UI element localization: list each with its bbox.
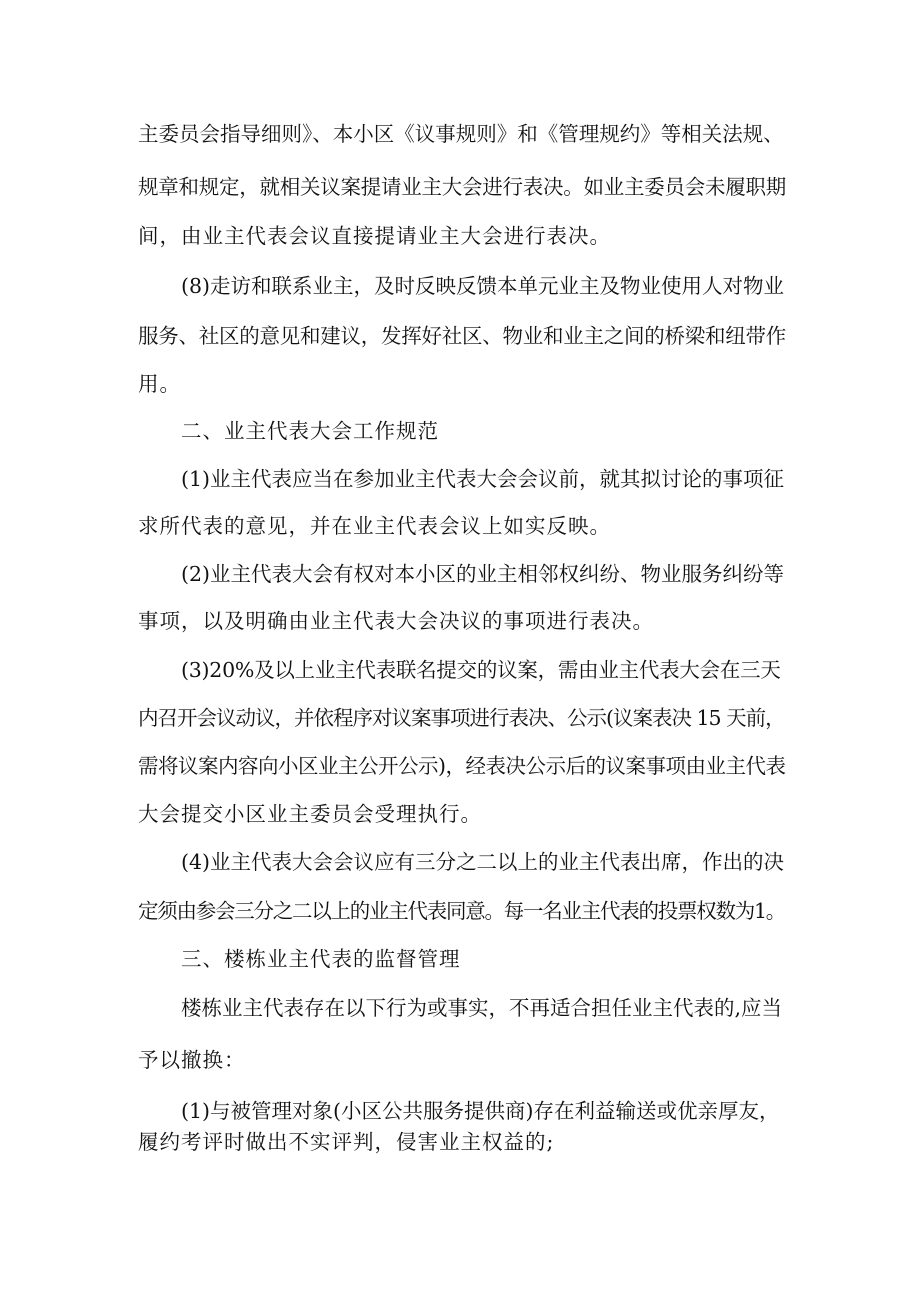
section2-item-4-line: 定须由参会三分之二以上的业主代表同意。每一名业主代表的投票权数为1。 — [138, 899, 786, 923]
paragraph-line: 规章和规定，就相关议案提请业主大会进行表决。如业主委员会未履职期 — [138, 175, 786, 199]
section-heading-2: 二、业主代表大会工作规范 — [181, 419, 439, 443]
section2-item-2-line: (2)业主代表大会有权对本小区的业主相邻权纠纷、物业服务纠纷等 — [181, 562, 785, 586]
section3-intro-line: 予以撤换： — [138, 1048, 246, 1072]
paragraph-line: 间，由业主代表会议直接提请业主大会进行表决。 — [138, 224, 611, 248]
section2-item-1-line: (1)业主代表应当在参加业主代表大会会议前，就其拟讨论的事项征 — [181, 467, 785, 491]
section2-item-3-line: 需将议案内容向小区业主公开公示)，经表决公示后的议案事项由业主代表 — [138, 754, 786, 778]
list-item-8-line: 服务、社区的意见和建议，发挥好社区、物业和业主之间的桥梁和纽带作 — [138, 324, 786, 348]
section2-item-3-line: 内召开会议动议，并依程序对议案事项进行表决、公示(议案表决 15 天前， — [138, 706, 785, 730]
list-item-8-line: (8)走访和联系业主，及时反映反馈本单元业主及物业使用人对物业 — [181, 274, 785, 298]
section2-item-2-line: 事项，以及明确由业主代表大会决议的事项进行表决。 — [138, 609, 654, 633]
section-heading-3: 三、楼栋业主代表的监督管理 — [181, 947, 461, 971]
section2-item-3-line: (3)20%及以上业主代表联名提交的议案，需由业主代表大会在三天 — [181, 658, 781, 682]
section2-item-3-line: 大会提交小区业主委员会受理执行。 — [138, 802, 482, 826]
section3-item-1-line: (1)与被管理对象(小区公共服务提供商)存在利益输送或优亲厚友， — [181, 1099, 780, 1123]
list-item-8-line: 用。 — [138, 372, 181, 396]
section3-item-1-line: 履约考评时做出不实评判，侵害业主权益的; — [138, 1130, 555, 1154]
section2-item-1-line: 求所代表的意见，并在业主代表会议上如实反映。 — [138, 514, 611, 538]
paragraph-line: 主委员会指导细则》、本小区《议事规则》和《管理规约》等相关法规、 — [138, 122, 784, 146]
section3-intro-line: 楼栋业主代表存在以下行为或事实，不再适合担任业主代表的,应当 — [181, 996, 783, 1020]
section2-item-4-line: (4)业主代表大会会议应有三分之二以上的业主代表出席，作出的决 — [181, 850, 785, 874]
